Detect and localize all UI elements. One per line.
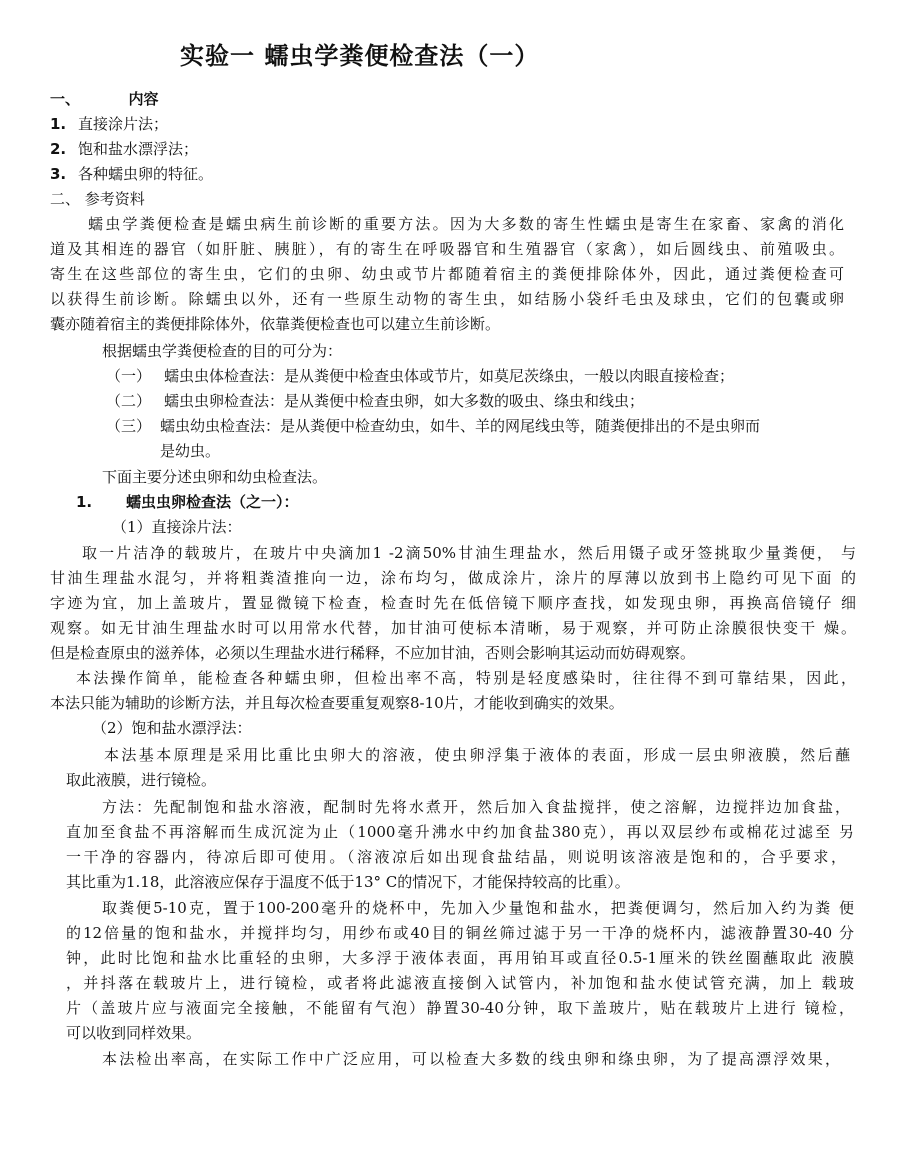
paragraph-line: 以获得生前诊断。除蠕虫以外，还有一些原生动物的寄生虫，如结肠小袋纤毛虫及球虫，它们的包囊或卵 xyxy=(50,290,844,308)
paragraph-line: 片（盖玻片应与液面完全接触，不能留有气泡）静置30-40分钟，取下盖玻片，贴在载玻片上进行 镜检， xyxy=(66,999,854,1017)
paragraph-line: 钟，此时比饱和盐水比重轻的虫卵，大多浮于液体表面，再用铂耳或直径0.5-1厘米的铁丝圈蘸取此 液膜 xyxy=(66,949,854,967)
method-text: 蠕虫虫体检查法：是从粪便中检查虫体或节片，如莫尼茨绦虫，一般以肉眼直接检查； xyxy=(164,367,735,385)
list-item xyxy=(50,114,168,134)
paragraph-line: 本法操作简单，能检查各种蠕虫卵，但检出率不高，特别是轻度感染时，往往得不到可靠结果，因此， xyxy=(76,669,856,687)
method-number: （一） xyxy=(106,367,152,385)
subsection-number: 1. xyxy=(76,493,93,511)
paragraph-line: 其比重为1.18，此溶液应保存于温度不低于13° C的情况下，才能保持较高的比重）。 xyxy=(66,873,630,891)
paragraph-line: 方法：先配制饱和盐水溶液，配制时先将水煮开，然后加入食盐搅拌，使之溶解，边搅拌边加食盐， xyxy=(102,798,850,816)
paragraph-line: 本法只能为辅助的诊断方法，并且每次检查要重复观察8-10片，才能收到确实的效果。 xyxy=(50,694,624,712)
paragraph-line: 蠕虫学粪便检查是蠕虫病生前诊断的重要方法。因为大多数的寄生性蠕虫是寄生在家畜、家禽的消化 xyxy=(88,215,844,233)
paragraph-line: 下面主要分述虫卵和幼虫检查法。 xyxy=(102,468,328,486)
method-item xyxy=(106,416,760,436)
subsection-title: 蠕虫虫卵检查法（之一）： xyxy=(126,493,299,511)
paragraph-line: 但是检查原虫的滋养体，必须以生理盐水进行稀释，不应加甘油，否则会影响其运动而妨碍观察。 xyxy=(50,644,696,662)
paragraph-line: 取粪便5-10克，置于100-200毫升的烧杯中，先加入少量饱和盐水，把粪便调匀，然后加入约为粪 便 xyxy=(102,899,854,917)
paragraph-line: 道及其相连的器官（如肝脏、胰脏），有的寄生在呼吸器官和生殖器官（家禽），如后圆线虫、前殖吸虫。 xyxy=(50,240,844,258)
section-1-heading xyxy=(50,89,159,109)
method-number: （二） xyxy=(106,392,152,410)
list-item-number: 2. xyxy=(50,140,67,158)
paragraph-line: 本法检出率高，在实际工作中广泛应用，可以检查大多数的线虫卵和绦虫卵，为了提高漂浮效果， xyxy=(102,1050,840,1068)
method-heading: （2）饱和盐水漂浮法： xyxy=(92,719,252,737)
page-title: 实验一 蠕虫学粪便检查法（一） xyxy=(180,42,540,70)
paragraph-line: 甘油生理盐水混匀，并将粗粪渣推向一边，涂布均匀，做成涂片，涂片的厚薄以放到书上隐约可见下面 的 xyxy=(50,569,856,587)
paragraph-line: 寄生在这些部位的寄生虫，它们的虫卵、幼虫或节片都随着宿主的粪便排除体外，因此，通过粪便检查可 xyxy=(50,265,844,283)
method-heading: （1）直接涂片法： xyxy=(112,518,242,536)
paragraph-line: 本法基本原理是采用比重比虫卵大的溶液，使虫卵浮集于液体的表面，形成一层虫卵液膜，然后蘸 xyxy=(104,746,850,764)
paragraph-line: 观察。如无甘油生理盐水时可以用常水代替，加甘油可使标本清晰，易于观察，并可防止涂膜很快变干 燥。 xyxy=(50,619,856,637)
paragraph-line: ，并抖落在载玻片上，进行镜检，或者将此滤液直接倒入试管内，补加饱和盐水使试管充满，加上 载玻 xyxy=(66,974,854,992)
section-2-heading: 二、 参考资料 xyxy=(50,190,145,208)
method-item xyxy=(106,366,734,386)
paragraph-line: 根据蠕虫学粪便检查的目的可分为： xyxy=(102,342,343,360)
method-text: 蠕虫虫卵检查法：是从粪便中检查虫卵，如大多数的吸虫、绦虫和线虫； xyxy=(164,392,645,410)
list-item-text: 各种蠕虫卵的特征。 xyxy=(78,165,214,183)
section-1-title: 内容 xyxy=(128,90,159,108)
method-continuation: 是幼虫。 xyxy=(160,442,221,460)
method-item xyxy=(106,391,644,411)
paragraph-line: 的12倍量的饱和盐水，并搅拌均匀，用纱布或40目的铜丝筛过滤于另一干净的烧杯内，滤液静置30-40 分 xyxy=(66,924,854,942)
list-item xyxy=(50,164,213,184)
list-item-number: 3. xyxy=(50,165,67,183)
method-text: 蠕虫幼虫检查法：是从粪便中检查幼虫，如牛、羊的网尾线虫等，随粪便排出的不是虫卵而 xyxy=(160,417,761,435)
list-item-number: 1. xyxy=(50,115,67,133)
paragraph-line: 取此液膜，进行镜检。 xyxy=(66,771,217,789)
paragraph-line: 一干净的容器内，待凉后即可使用。（溶液凉后如出现食盐结晶，则说明该溶液是饱和的，合乎要求， xyxy=(66,848,846,866)
method-number: （三） xyxy=(106,417,152,435)
list-item-text: 饱和盐水漂浮法； xyxy=(78,140,199,158)
paragraph-line: 直加至食盐不再溶解而生成沉淀为止（1000毫升沸水中约加食盐380克），再以双层纱布或棉花过滤至 另 xyxy=(66,823,854,841)
paragraph-line: 可以收到同样效果。 xyxy=(66,1024,202,1042)
paragraph-line: 囊亦随着宿主的粪便排除体外，依靠粪便检查也可以建立生前诊断。 xyxy=(50,315,501,333)
list-item-text: 直接涂片法； xyxy=(78,115,169,133)
subsection-heading xyxy=(76,492,299,512)
paragraph-line: 字迹为宜，加上盖玻片，置显微镜下检查，检查时先在低倍镜下顺序查找，如发现虫卵，再换高倍镜仔 细 xyxy=(50,594,856,612)
list-item xyxy=(50,139,198,159)
section-1-number: 一、 xyxy=(50,90,81,108)
paragraph-line: 取一片洁净的载玻片，在玻片中央滴加1 -2滴50%甘油生理盐水，然后用镊子或牙签挑取少量粪便， 与 xyxy=(82,544,856,562)
